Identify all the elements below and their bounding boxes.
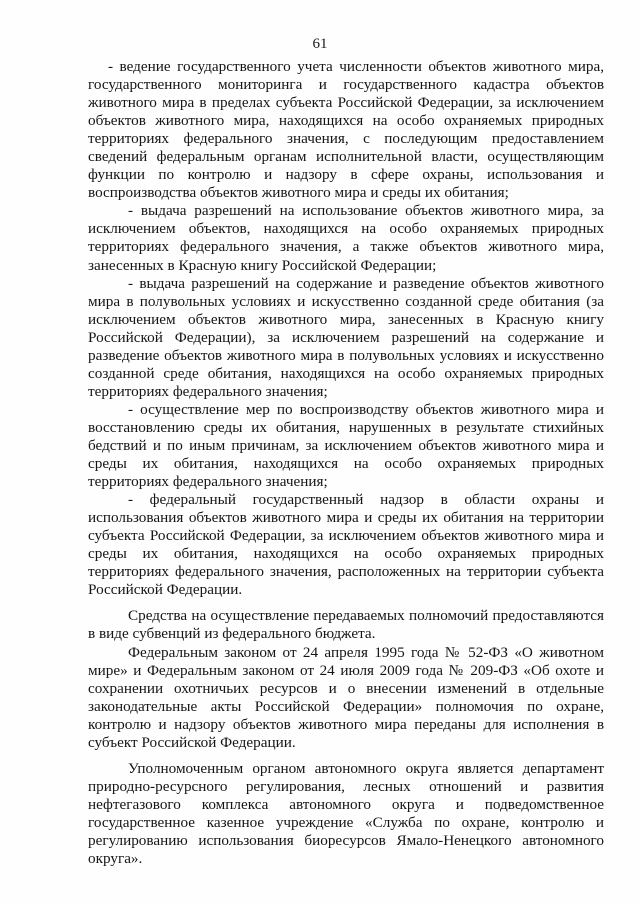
document-body (88, 58, 604, 868)
paragraph-federal-laws: Федеральным законом от 24 апреля 1995 года № 52-ФЗ «О животном мире» и Федеральным законом от 24 июля 2009 года № 209-ФЗ «Об охоте и сохранении охотничьих ресурсов и о внесении изменений в отдельные законодательные акты Российской Федерации» полномочия по охране, контролю и надзору объектов животного мира переданы для исполнения в субъект Российской Федерации. (88, 643, 604, 751)
paragraph-authorized-body: Уполномоченным органом автономного округа является департамент природно-ресурсного регулирования, лесных отношений и развития нефтегазового комплекса автономного округа и подведомственное государственное казенное учреждение «Служба по охране, контролю и регулированию использования биоресурсов Ямало-Ненецкого автономного округа». (88, 759, 604, 868)
paragraph-breeding-permits: - выдача разрешений на содержание и разведение объектов животного мира в полувольных условиях и искусственно созданной среде обитания (за исключением объектов животного мира, занесенных в Красную книгу Российской Федерации), за исключением разрешений на содержание и разведение объектов животного мира в полувольных условиях и искусственно созданной среде обитания, находящихся на особо охраняемых природных территориях федерального значения; (88, 274, 604, 400)
paragraph-federal-supervision: - федеральный государственный надзор в области охраны и использования объектов животного мира и среды их обитания на территории субъекта Российской Федерации, за исключением объектов животного мира и среды их обитания, находящихся на особо охраняемых природных территориях федерального значения, расположенных на территории субъекта Российской Федерации. (88, 491, 604, 599)
page-number: 61 (312, 36, 328, 52)
paragraph-funding: Средства на осуществление передаваемых полномочий предоставляются в виде субвенций из федерального бюджета. (88, 607, 604, 643)
paragraph-reproduction-measures: - осуществление мер по воспроизводству объектов животного мира и восстановлению среды их обитания, нарушенных в результате стихийных бедствий и по иным причинам, за исключением объектов животного мира и среды их обитания, находящихся на особо охраняемых природных территориях федерального значения; (88, 400, 604, 491)
paragraph-state-accounting: - ведение государственного учета численности объектов животного мира, государственного мониторинга и государственного кадастра объектов животного мира в пределах субъекта Российской Федерации, за исключением объектов животного мира, находящихся на особо охраняемых природных территориях федерального значения, с последующим предоставлением сведений федеральным органам исполнительной власти, осуществляющим функции по контролю и надзору в сфере охраны, использования и воспроизводства объектов животного мира и среды их обитания; (88, 58, 604, 202)
paragraph-use-permits: - выдача разрешений на использование объектов животного мира, за исключением объектов, находящихся на особо охраняемых природных территориях федерального значения, а также объектов животного мира, занесенных в Красную книгу Российской Федерации; (88, 202, 604, 274)
